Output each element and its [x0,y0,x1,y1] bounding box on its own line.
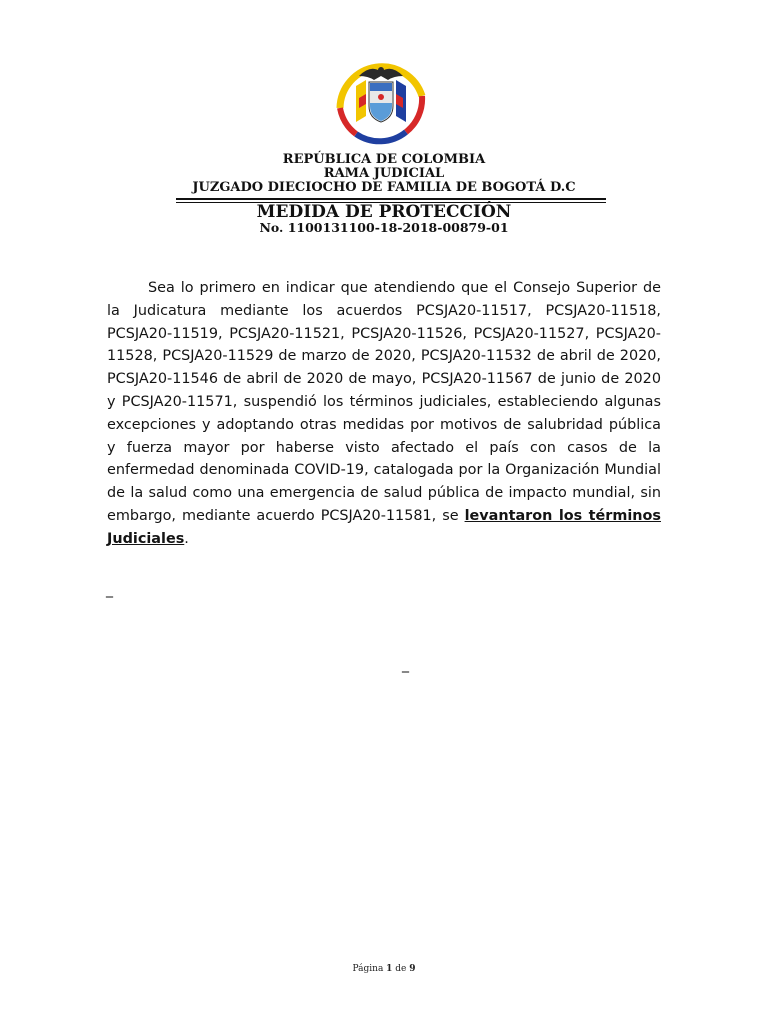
body-paragraph [107,277,661,551]
dash-mark-2: _ [402,657,409,673]
page-footer [0,964,768,974]
header-divider-thick [176,198,606,200]
body-end: . [184,530,189,547]
case-number: No. 1100131100-18-2018-00879-01 [259,220,509,235]
document-title: MEDIDA DE PROTECCIÓN [256,202,512,222]
header-court: JUZGADO DIECIOCHO DE FAMILIA DE BOGOTÁ D.C [192,180,576,195]
footer-total-pages: 9 [409,964,416,974]
body-emphasis: levantaron los términos Judiciales [107,507,661,547]
body-text: Sea lo primero en indicar que atendiendo que el Consejo Superior de la Judicatura mediante los acuerdos PCSJA20-11517, PCSJA20-11518, PCSJA20-11519, PCSJA20-11521, PCSJA20-11526, PCSJA20-11527, PCSJA20-11528, PCSJA20-11529 de marzo de 2020, PCSJA20-11532 de abril de 2020, PCSJA20-11546 de abril de 2020 de mayo, PCSJA20-11567 de junio de 2020 y PCSJA20-11571, suspendió los términos judiciales, estableciendo algunas excepciones y adoptando otras medidas por motivos de salubridad pública y fuerza mayor por haberse visto afectado el país con casos de la enfermedad denominada COVID-19, catalogada por la Organización Mundial de la salud como una emergencia de salud pública de impacto mundial, sin embargo, mediante acuerdo PCSJA20-11581, se [107,280,661,524]
footer-current-page: 1 [386,964,393,974]
dash-mark-1: _ [106,582,113,598]
footer-middle: de [392,964,410,974]
header-country: REPÚBLICA DE COLOMBIA [282,152,486,167]
footer-prefix: Página [352,964,387,974]
header-branch: RAMA JUDICIAL [323,166,445,181]
coat-of-arms-seal [326,46,436,146]
